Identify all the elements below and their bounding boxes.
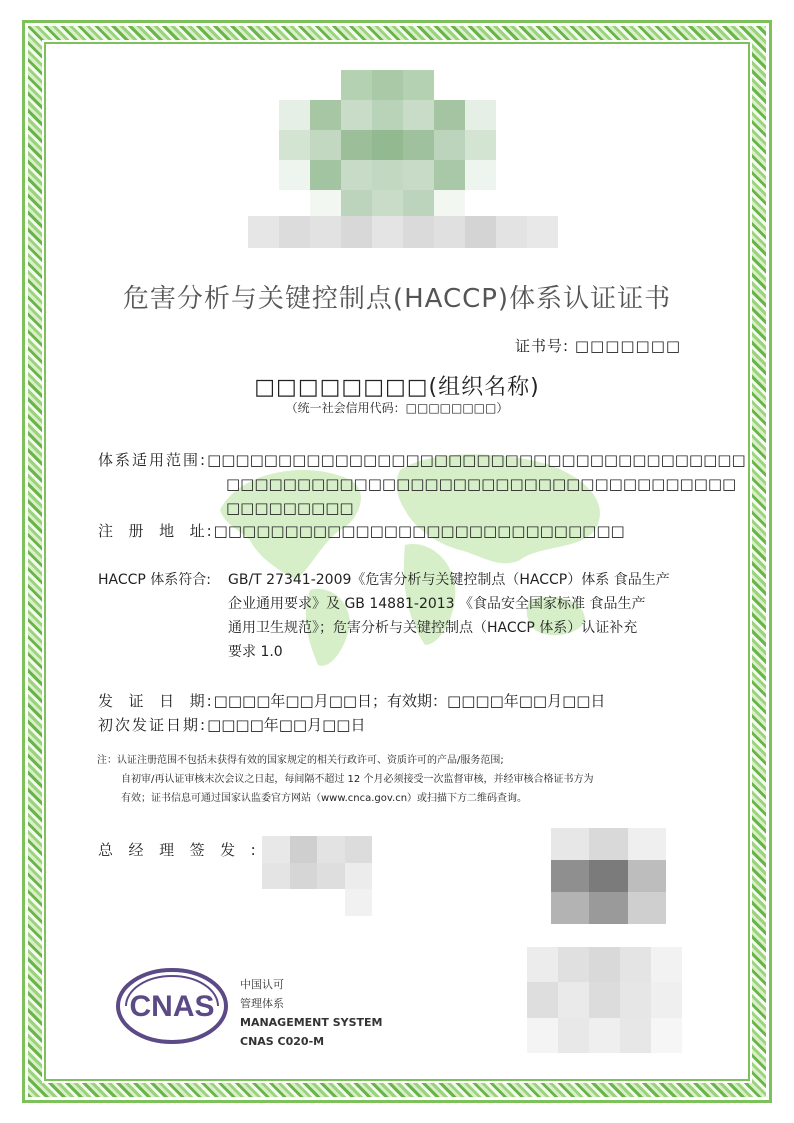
conformity-label: HACCP 体系符合: xyxy=(98,572,212,588)
cnas-en-line-1: MANAGEMENT SYSTEM xyxy=(240,1016,383,1029)
cnas-en-line-2: CNAS C020-M xyxy=(240,1035,325,1048)
note-line-2: 自初审/再认证审核末次会议之日起，每间隔不超过 12 个月必须接受一次监督审核，并经审核合格证书方为 xyxy=(121,774,594,785)
note-line-1: 注：认证注册范围不包括未获得有效的国家规定的相关行政许可、资质许可的产品/服务范围; xyxy=(97,755,504,766)
conformity-line-3: 通用卫生规范》；危害分析与关键控制点（HACCP 体系）认证补充 xyxy=(228,620,638,636)
certificate-number xyxy=(515,335,681,356)
conformity-text xyxy=(228,568,698,664)
cnas-cn-line-1: 中国认可 xyxy=(240,978,284,991)
note-line-3: 有效；证书信息可通过国家认监委官方网站（www.cnca.gov.cn）或扫描下方二维码查询。 xyxy=(121,793,528,804)
scope-label: 体系适用范围: xyxy=(98,451,208,469)
cert-no-label: 证书号: xyxy=(515,337,570,355)
certificate-title: 危害分析与关键控制点(HACCP)体系认证证书 xyxy=(122,284,672,314)
cert-no-value: □□□□□□□ xyxy=(574,337,682,355)
scope-line-3: □□□□□□□□□ xyxy=(226,499,354,517)
scope-line-2: □□□□□□□□□□□□□□□□□□□□□□□□□□□□□□□□□□□□ xyxy=(226,475,737,493)
blurred-qr-code xyxy=(551,828,666,924)
first-issue-value: □□□□年□□月□□日 xyxy=(207,716,366,734)
address-row xyxy=(98,519,625,543)
blurred-signature xyxy=(262,836,372,916)
credit-code: （统一社会信用代码：□□□□□□□□） xyxy=(285,401,509,415)
scope-row xyxy=(98,448,746,472)
cnas-cn-line-2: 管理体系 xyxy=(240,997,284,1010)
cnas-caption xyxy=(240,975,383,1051)
blurred-emblem xyxy=(279,70,496,220)
notes xyxy=(97,751,593,808)
blurred-seal xyxy=(527,947,682,1053)
address-label: 注 册 地 址: xyxy=(98,522,214,540)
signature-label: 总 经 理 签 发 : xyxy=(98,841,258,859)
cnas-logo-icon xyxy=(116,966,228,1046)
conformity-line-1: GB/T 27341-2009《危害分析与关键控制点（HACCP）体系 食品生产 xyxy=(228,572,670,588)
first-issue-row xyxy=(98,713,365,737)
conformity-line-4: 要求 1.0 xyxy=(228,644,283,660)
address-value: □□□□□□□□□□□□□□□□□□□□□□□□□□□□□ xyxy=(213,522,625,540)
issue-date-row xyxy=(98,689,605,713)
scope-line-1: □□□□□□□□□□□□□□□□□□□□□□□□□□□□□□□□□□□□□□ xyxy=(207,451,746,469)
organization-name: □□□□□□□□(组织名称) xyxy=(254,375,540,400)
conformity-line-2: 企业通用要求》及 GB 14881-2013 《食品安全国家标准 食品生产 xyxy=(228,596,646,612)
first-issue-label: 初次发证日期: xyxy=(98,716,208,734)
blurred-issuer-name xyxy=(248,216,558,248)
cnas-logo-text: CNAS xyxy=(129,990,215,1023)
issue-date-value: □□□□年□□月□□日；有效期：□□□□年□□月□□日 xyxy=(213,692,606,710)
issue-date-label: 发 证 日 期: xyxy=(98,692,214,710)
